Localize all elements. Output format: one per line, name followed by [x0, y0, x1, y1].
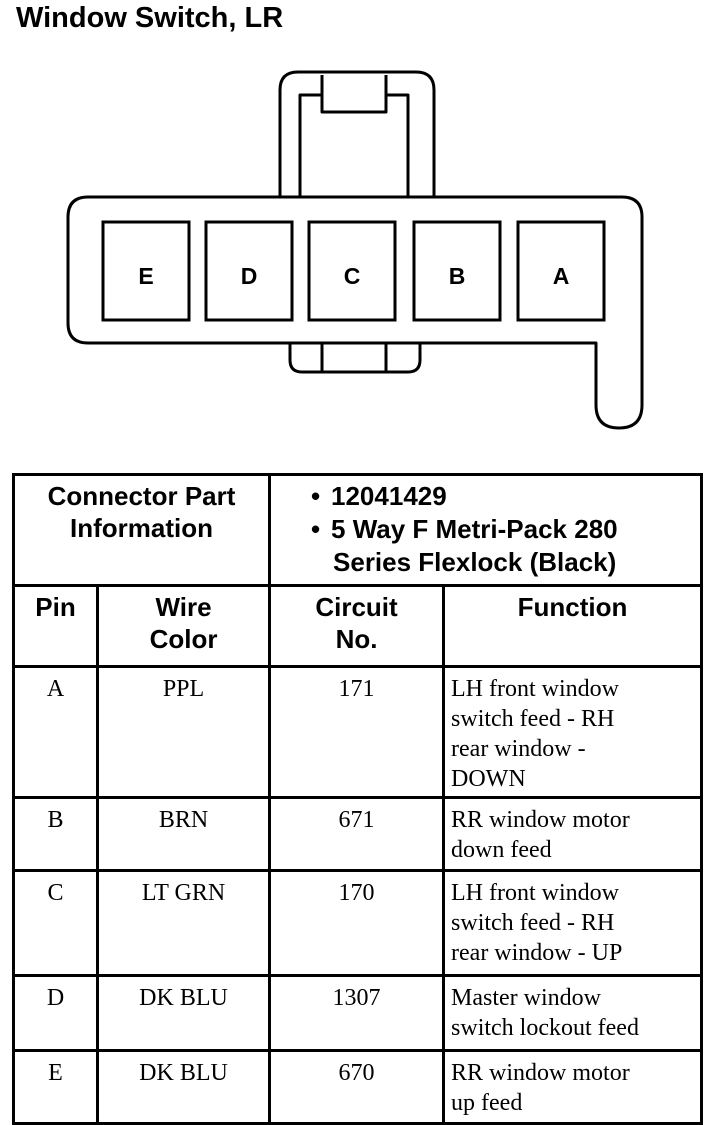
connector-info-label-cell — [14, 475, 270, 586]
function-line: switch lockout feed — [451, 1015, 639, 1041]
function-line: RR window motor — [451, 807, 630, 833]
wire-color-cell: DK BLU — [98, 976, 270, 1051]
connector-table — [12, 473, 703, 1125]
header-function: Function — [444, 586, 702, 667]
function-line: rear window - — [451, 736, 586, 762]
table-row — [14, 871, 702, 976]
pin-cell: B — [14, 798, 98, 871]
function-line: RR window motor — [451, 1060, 630, 1086]
function-line: down feed — [451, 837, 552, 863]
function-line: DOWN — [451, 766, 526, 792]
function-cell — [444, 976, 702, 1051]
pin-label-b: B — [448, 263, 466, 289]
pin-label-e: E — [138, 263, 154, 289]
function-line: LH front window — [451, 880, 619, 906]
function-line: switch feed - RH — [451, 910, 615, 936]
connector-diagram — [0, 60, 720, 440]
wire-color-cell: LT GRN — [98, 871, 270, 976]
wire-color-cell: PPL — [98, 667, 270, 798]
pin-label-d: D — [240, 263, 258, 289]
pin-cell: A — [14, 667, 98, 798]
wire-color-cell: DK BLU — [98, 1051, 270, 1124]
header-wire-color: Wire Color — [98, 586, 270, 667]
header-circuit: Circuit No. — [270, 586, 444, 667]
page-title: Window Switch, LR — [16, 2, 284, 34]
pin-cell: C — [14, 871, 98, 976]
table-row — [14, 667, 702, 798]
circuit-cell: 170 — [270, 871, 444, 976]
function-line: switch feed - RH — [451, 706, 615, 732]
function-line: LH front window — [451, 676, 619, 702]
function-cell — [444, 871, 702, 976]
table-row — [14, 798, 702, 871]
function-cell — [444, 667, 702, 798]
connector-body — [68, 197, 642, 428]
part-number: 12041429 — [331, 481, 447, 511]
pin-label-c: C — [343, 263, 361, 289]
function-cell — [444, 1051, 702, 1124]
part-info-cell: • 12041429 • 5 Way F Metri-Pack 280 Series Flexlock (Black) — [270, 475, 702, 586]
part-description-line-2: Series Flexlock (Black) — [333, 547, 617, 577]
pin-cell: E — [14, 1051, 98, 1124]
pin-label-a: A — [552, 263, 570, 289]
circuit-cell: 1307 — [270, 976, 444, 1051]
circuit-cell: 171 — [270, 667, 444, 798]
function-cell — [444, 798, 702, 871]
function-line: up feed — [451, 1090, 523, 1116]
connector-latch — [280, 72, 434, 197]
pin-cell: D — [14, 976, 98, 1051]
circuit-cell: 670 — [270, 1051, 444, 1124]
function-line: rear window - UP — [451, 940, 623, 966]
function-line: Master window — [451, 985, 601, 1011]
circuit-cell: 671 — [270, 798, 444, 871]
part-description-line-1: 5 Way F Metri-Pack 280 — [331, 514, 618, 544]
connector-info-label: Connector Part Information — [47, 481, 236, 543]
wire-color-cell: BRN — [98, 798, 270, 871]
header-pin: Pin — [14, 586, 98, 667]
table-row — [14, 976, 702, 1051]
table-row — [14, 1051, 702, 1124]
